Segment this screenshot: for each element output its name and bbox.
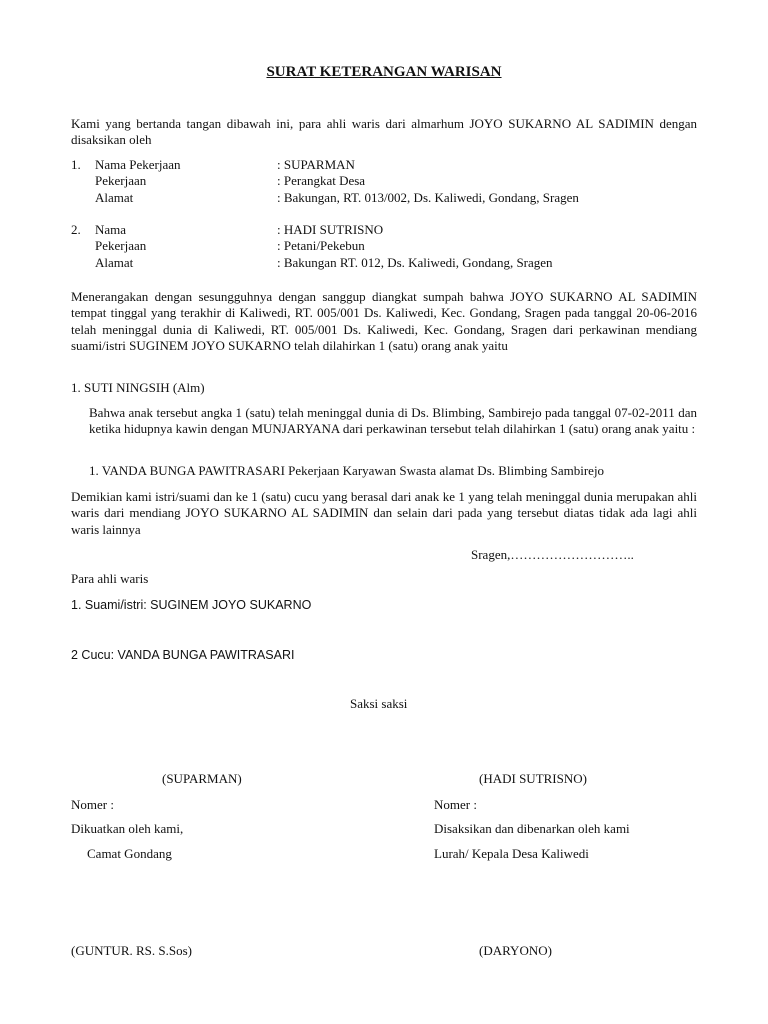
witness-name-right: (HADI SUTRISNO) <box>479 771 587 786</box>
statement-paragraph: Menerangakan dengan sesungguhnya dengan sanggup diangkat sumpah bahwa JOYO SUKARNO AL SADIMIN tempat tinggal yang terakhir di Kaliwedi, RT. 005/001 Ds. Kaliwedi, Kec. Gondang, Sragen pada tanggal 20-06-2016 telah meninggal dunia di Kaliwedi, RT. 005/001 Ds. Kaliwedi, Kec. Gondang, Sragen dari perkawinan mendiang suami/istri SUGINEM JOYO SUKARNO telah dilahirkan 1 (satu) orang anak yaitu <box>71 289 697 353</box>
witnesses-heading: Saksi saksi <box>350 696 408 711</box>
nomer-right: Nomer : <box>434 797 477 812</box>
witness-name-left: (SUPARMAN) <box>162 771 242 786</box>
office-left: Camat Gondang <box>87 846 172 861</box>
person-field-value: : HADI SUTRISNO <box>277 222 384 237</box>
document-title: SURAT KETERANGAN WARISAN <box>266 64 502 80</box>
heir-item: 2 Cucu: VANDA BUNGA PAWITRASARI <box>71 648 295 662</box>
person-number: 1. <box>71 157 81 172</box>
official-name-right: (DARYONO) <box>479 943 552 958</box>
office-right: Lurah/ Kepala Desa Kaliwedi <box>434 846 589 861</box>
person-field-label: Alamat <box>95 190 134 205</box>
endorse-left: Dikuatkan oleh kami, <box>71 821 184 836</box>
nomer-left: Nomer : <box>71 797 114 812</box>
person-number: 2. <box>71 222 81 237</box>
person-field-value: : Petani/Pekebun <box>277 238 365 253</box>
child-item: 1. SUTI NINGSIH (Alm) <box>71 380 205 395</box>
person-field-label: Pekerjaan <box>95 238 147 253</box>
closing-paragraph: Demikian kami istri/suami dan ke 1 (satu) cucu yang berasal dari anak ke 1 yang telah meninggal dunia merupakan ahli waris dari mendiang JOYO SUKARNO AL SADIMIN dan selain dari pada yang tersebut diatas tidak ada lagi ahli waris lainnya <box>71 489 697 537</box>
person-field-label: Nama <box>95 222 127 237</box>
official-name-left: (GUNTUR. RS. S.Sos) <box>71 943 192 958</box>
person-field-label: Pekerjaan <box>95 173 147 188</box>
heirs-heading: Para ahli waris <box>71 571 149 586</box>
person-field-value: : SUPARMAN <box>277 157 355 172</box>
child-note-paragraph: Bahwa anak tersebut angka 1 (satu) telah meninggal dunia di Ds. Blimbing, Sambirejo pada tanggal 07-02-2011 dan ketika hidupnya kawin dengan MUNJARYANA dari perkawinan tersebut telah dilahirkan 1 (satu) orang anak yaitu : <box>89 405 697 437</box>
person-field-label: Nama Pekerjaan <box>95 157 181 172</box>
intro-paragraph: Kami yang bertanda tangan dibawah ini, para ahli waris dari almarhum JOYO SUKARNO AL SADIMIN dengan disaksikan oleh <box>71 116 697 148</box>
person-field-value: : Bakungan, RT. 013/002, Ds. Kaliwedi, Gondang, Sragen <box>277 190 579 205</box>
person-field-value: : Bakungan RT. 012, Ds. Kaliwedi, Gondang, Sragen <box>277 255 553 270</box>
endorse-right: Disaksikan dan dibenarkan oleh kami <box>434 821 630 836</box>
place-date-line: Sragen,……………………….. <box>471 547 634 562</box>
person-field-label: Alamat <box>95 255 134 270</box>
person-field-value: : Perangkat Desa <box>277 173 366 188</box>
grandchild-item: 1. VANDA BUNGA PAWITRASARI Pekerjaan Karyawan Swasta alamat Ds. Blimbing Sambirejo <box>89 463 605 478</box>
heir-item: 1. Suami/istri: SUGINEM JOYO SUKARNO <box>71 598 312 612</box>
